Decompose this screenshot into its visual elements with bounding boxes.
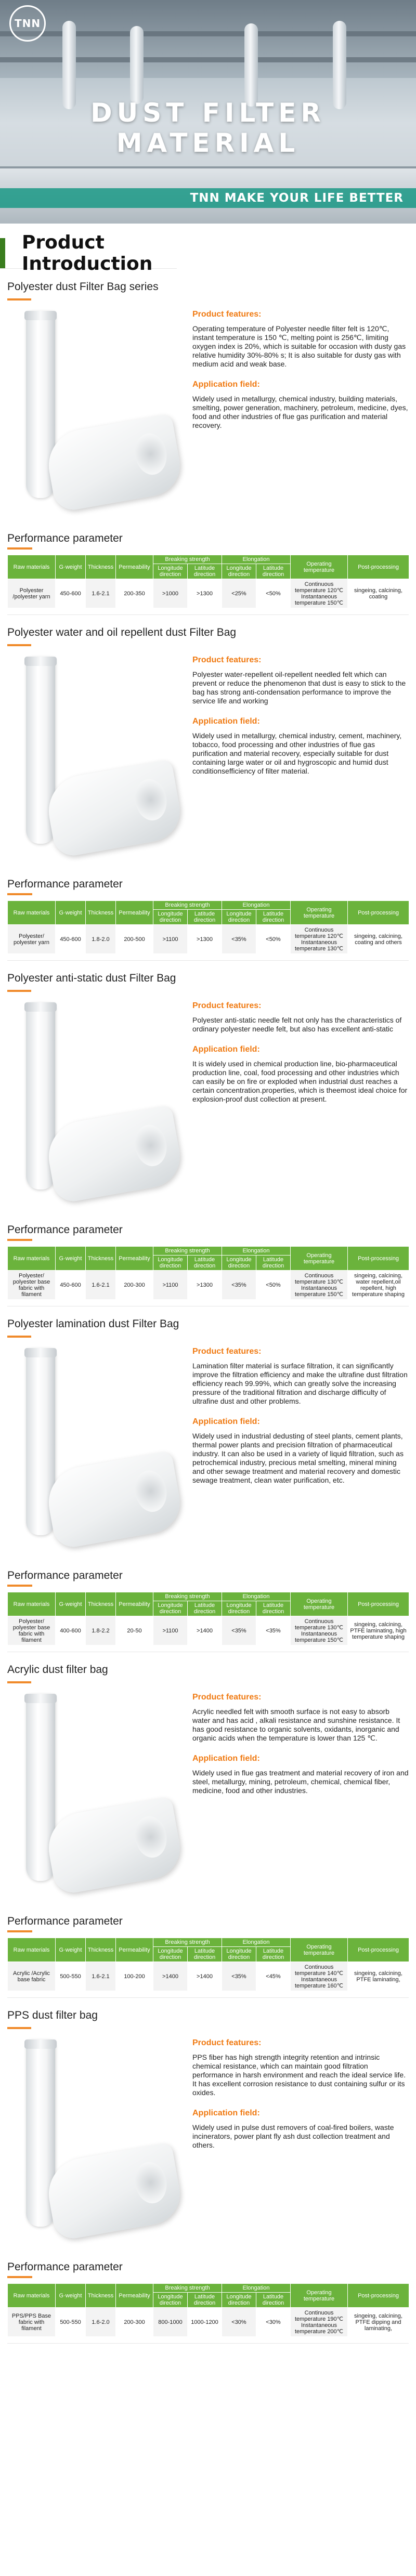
cell-el-longitude: <35%	[222, 1616, 256, 1645]
th-post-processing: Post-processing	[348, 2284, 409, 2308]
cell-el-latitude: <35%	[256, 1616, 291, 1645]
cell-post-processing: singeing, calcining, water repellent,oil repellent, high temperature shaping	[348, 1271, 409, 1300]
th-bs-longitude: Longitude direction	[153, 1601, 188, 1616]
series-underline	[7, 2027, 31, 2029]
performance-block	[0, 1915, 416, 1991]
cell-post-processing: singeing, calcining, PTFE dipping and laminating,	[348, 2308, 409, 2337]
th-breaking-strength: Breaking strength	[153, 1247, 222, 1256]
product-body	[0, 1347, 416, 1561]
th-bs-longitude: Longitude direction	[153, 1947, 188, 1962]
cell-el-longitude: <30%	[222, 2308, 256, 2337]
hero-title: DUST FILTER MATERIAL	[90, 98, 326, 158]
section-divider	[7, 960, 409, 961]
th-bs-latitude: Latitude direction	[188, 1601, 222, 1616]
cell-bs-latitude: >1400	[188, 1616, 222, 1645]
th-bs-latitude: Latitude direction	[188, 564, 222, 579]
cell-post-processing: singeing, calcining, PTFE laminating, high temperature shaping	[348, 1616, 409, 1645]
th-raw-materials: Raw materials	[8, 2284, 56, 2308]
cell-permeability: 200-300	[116, 1271, 153, 1300]
features-label: Product features:	[192, 1693, 262, 1702]
cell-el-longitude: <35%	[222, 1962, 256, 1991]
th-thickness: Thickness	[86, 1592, 116, 1616]
table-row	[8, 2308, 409, 2337]
series-title: Polyester dust Filter Bag series	[7, 281, 159, 293]
filter-pipe	[62, 21, 76, 109]
performance-block	[0, 878, 416, 954]
cell-bs-latitude: >1300	[188, 925, 222, 954]
performance-underline	[7, 1930, 32, 1932]
section-divider	[7, 2343, 409, 2344]
th-elongation: Elongation	[222, 1938, 291, 1947]
cell-thickness: 1.6-2.1	[86, 579, 116, 608]
cell-bs-latitude: >1300	[188, 1271, 222, 1300]
cell-permeability: 200-300	[116, 2308, 153, 2337]
performance-title: Performance parameter	[7, 2261, 123, 2273]
cell-post-processing: singeing, calcining, coating	[348, 579, 409, 608]
th-post-processing: Post-processing	[348, 555, 409, 579]
th-breaking-strength: Breaking strength	[153, 1938, 222, 1947]
th-permeability: Permeability	[116, 901, 153, 925]
section-divider	[7, 1997, 409, 1998]
filter-pipe	[244, 23, 258, 107]
cell-bs-latitude: >1300	[188, 579, 222, 608]
spec-table	[7, 2283, 409, 2337]
product-text	[192, 656, 409, 776]
th-el-latitude: Latitude direction	[256, 1947, 291, 1962]
cell-weight: 450-600	[56, 579, 86, 608]
th-operating-temp: Operating temperature	[291, 2284, 348, 2308]
performance-title: Performance parameter	[7, 878, 123, 890]
performance-underline	[7, 2276, 32, 2278]
cell-operating-temp: Continuous temperature 130℃ Instantaneous temperature 150℃	[291, 1271, 348, 1300]
cell-el-latitude: <50%	[256, 925, 291, 954]
cell-post-processing: singeing, calcining, PTFE laminating,	[348, 1962, 409, 1991]
th-bs-latitude: Latitude direction	[188, 2293, 222, 2308]
th-el-longitude: Longitude direction	[222, 564, 256, 579]
cell-thickness: 1.6-2.1	[86, 1962, 116, 1991]
cell-operating-temp: Continuous temperature 120℃ Instantaneous temperature 130℃	[291, 925, 348, 954]
cell-bs-longitude: >1000	[153, 579, 188, 608]
cell-operating-temp: Continuous temperature 140℃ Instantaneous temperature 160℃	[291, 1962, 348, 1991]
slogan-bar	[0, 188, 416, 208]
hero-banner	[0, 0, 416, 224]
th-bs-latitude: Latitude direction	[188, 1947, 222, 1962]
th-bs-longitude: Longitude direction	[153, 2293, 188, 2308]
table-row	[8, 1271, 409, 1300]
cell-post-processing: singeing, calcining, coating and others	[348, 925, 409, 954]
th-post-processing: Post-processing	[348, 1247, 409, 1271]
th-raw-materials: Raw materials	[8, 555, 56, 579]
cell-thickness: 1.6-2.0	[86, 2308, 116, 2337]
th-operating-temp: Operating temperature	[291, 1592, 348, 1616]
th-breaking-strength: Breaking strength	[153, 555, 222, 564]
spec-table	[7, 1592, 409, 1645]
product-body	[0, 2038, 416, 2253]
th-elongation: Elongation	[222, 1247, 291, 1256]
filter-pipe	[130, 26, 144, 104]
th-raw-materials: Raw materials	[8, 1592, 56, 1616]
th-permeability: Permeability	[116, 1592, 153, 1616]
th-weight: G·weight	[56, 901, 86, 925]
table-row	[8, 925, 409, 954]
section-divider	[7, 614, 409, 615]
th-el-longitude: Longitude direction	[222, 1256, 256, 1271]
series-title: Polyester anti-static dust Filter Bag	[7, 972, 176, 984]
features-label: Product features:	[192, 1001, 262, 1010]
performance-block	[0, 532, 416, 608]
cell-bs-longitude: >1100	[153, 1616, 188, 1645]
series-title: Acrylic dust filter bag	[7, 1664, 108, 1676]
th-thickness: Thickness	[86, 1938, 116, 1962]
th-weight: G·weight	[56, 2284, 86, 2308]
product-text	[192, 1347, 409, 1485]
felt-roll-image	[43, 2142, 185, 2241]
cell-thickness: 1.8-2.2	[86, 1616, 116, 1645]
felt-roll-image	[43, 759, 185, 858]
performance-title: Performance parameter	[7, 1915, 123, 1927]
cell-raw-material: Polyester /polyester yarn	[8, 579, 56, 608]
cell-operating-temp: Continuous temperature 120℃ Instantaneous temperature 150℃	[291, 579, 348, 608]
th-elongation: Elongation	[222, 901, 291, 910]
filter-pipe	[333, 21, 346, 109]
table-row	[8, 579, 409, 608]
felt-roll-image	[43, 413, 185, 513]
product-section	[0, 1318, 416, 1664]
cell-bs-longitude: >1100	[153, 925, 188, 954]
features-label: Product features:	[192, 656, 262, 664]
cell-el-latitude: <30%	[256, 2308, 291, 2337]
cell-weight: 450-600	[56, 925, 86, 954]
series-title: Polyester water and oil repellent dust Filter Bag	[7, 626, 237, 638]
series-underline	[7, 298, 31, 300]
product-text	[192, 1001, 409, 1104]
performance-title: Performance parameter	[7, 1224, 123, 1236]
th-bs-latitude: Latitude direction	[188, 1256, 222, 1271]
series-title: Polyester lamination dust Filter Bag	[7, 1318, 179, 1330]
th-el-longitude: Longitude direction	[222, 1947, 256, 1962]
cell-raw-material: Polyester/ polyester base fabric with filament	[8, 1271, 56, 1300]
cell-thickness: 1.8-2.0	[86, 925, 116, 954]
product-body	[0, 1001, 416, 1215]
features-label: Product features:	[192, 2038, 262, 2047]
spec-table	[7, 1938, 409, 1991]
th-bs-longitude: Longitude direction	[153, 564, 188, 579]
product-body	[0, 656, 416, 870]
cell-el-longitude: <25%	[222, 579, 256, 608]
th-el-latitude: Latitude direction	[256, 1256, 291, 1271]
th-breaking-strength: Breaking strength	[153, 901, 222, 910]
product-photo	[7, 1347, 184, 1561]
cell-permeability: 200-350	[116, 579, 153, 608]
performance-underline	[7, 547, 32, 550]
th-raw-materials: Raw materials	[8, 901, 56, 925]
th-el-latitude: Latitude direction	[256, 2293, 291, 2308]
product-body	[0, 1693, 416, 1907]
features-text: Polyester anti-static needle felt not only has the characteristics of ordinary polyester needle felt, but also has excellent anti-static	[192, 1016, 402, 1033]
cell-bs-longitude: 800-1000	[153, 2308, 188, 2337]
performance-block	[0, 1224, 416, 1300]
series-underline	[7, 1336, 31, 1338]
th-operating-temp: Operating temperature	[291, 555, 348, 579]
th-elongation: Elongation	[222, 2284, 291, 2293]
th-el-latitude: Latitude direction	[256, 564, 291, 579]
th-weight: G·weight	[56, 1247, 86, 1271]
performance-underline	[7, 893, 32, 895]
th-breaking-strength: Breaking strength	[153, 2284, 222, 2293]
application-text: Widely used in industrial dedusting of steel plants, cement plants, thermal power plants and precision filtration of pharmaceutical industry. It can also be used in a variety of liquid filtration, such as petrochemical industry, precious metal smelting, mineral mining and other sewage treatment and material recovery and domestic sewage treatment, clean water purification, etc.	[192, 1432, 404, 1484]
th-el-latitude: Latitude direction	[256, 910, 291, 925]
intro-badge	[0, 232, 177, 274]
performance-title: Performance parameter	[7, 532, 123, 544]
th-breaking-strength: Breaking strength	[153, 1592, 222, 1601]
product-list	[0, 281, 416, 2355]
cell-el-latitude: <50%	[256, 1271, 291, 1300]
cell-weight: 450-600	[56, 1271, 86, 1300]
cell-el-longitude: <35%	[222, 1271, 256, 1300]
cell-permeability: 20-50	[116, 1616, 153, 1645]
cell-raw-material: Polyester/ polyester base fabric with filament	[8, 1616, 56, 1645]
application-label: Application field:	[192, 1754, 260, 1763]
th-el-longitude: Longitude direction	[222, 910, 256, 925]
th-operating-temp: Operating temperature	[291, 901, 348, 925]
th-thickness: Thickness	[86, 555, 116, 579]
product-photo	[7, 310, 184, 524]
product-text	[192, 1693, 409, 1795]
cell-el-longitude: <35%	[222, 925, 256, 954]
product-text	[192, 310, 409, 430]
product-section	[0, 281, 416, 626]
cell-el-latitude: <50%	[256, 579, 291, 608]
intro-accent-stripe	[0, 238, 5, 268]
series-title: PPS dust filter bag	[7, 2009, 98, 2021]
performance-underline	[7, 1585, 32, 1587]
application-text: It is widely used in chemical production line, bio-pharmaceutical production line, coal, food processing and other industries which can easily be on fire or exploded when industrial dust reaches a certain concentration.properties, which is theemost ideal choice for explosion-proof dust collection at present.	[192, 1060, 408, 1103]
intro-heading: Product Introduction	[22, 232, 153, 274]
th-elongation: Elongation	[222, 1592, 291, 1601]
cell-weight: 400-600	[56, 1616, 86, 1645]
th-bs-longitude: Longitude direction	[153, 910, 188, 925]
application-text: Widely used in pulse dust removers of coal-fired boilers, waste incinerators, power plant fly ash dust collection treatment and others.	[192, 2123, 394, 2149]
features-text: Polyester water-repellent oil-repellent needled felt which can prevent or reduce the phenomenon that dust is easy to stick to the bag has strong anti-condensation performance to improve the service life and working	[192, 670, 406, 705]
features-text: Operating temperature of Polyester needle filter felt is 120℃, instant temperature is 150 ℃, melting point is 256℃, limiting oxygen index is 20%, which is suitable for occasion with dusty gas relative humidity 30%-80% s; It is also suitable for dusty gas with medium acid and weak base.	[192, 324, 406, 368]
th-post-processing: Post-processing	[348, 1592, 409, 1616]
table-row	[8, 1962, 409, 1991]
application-label: Application field:	[192, 380, 260, 389]
th-thickness: Thickness	[86, 2284, 116, 2308]
th-bs-latitude: Latitude direction	[188, 910, 222, 925]
application-label: Application field:	[192, 1417, 260, 1426]
th-permeability: Permeability	[116, 1938, 153, 1962]
cell-bs-latitude: >1400	[188, 1962, 222, 1991]
th-operating-temp: Operating temperature	[291, 1938, 348, 1962]
cell-raw-material: Polyester/ polyester yarn	[8, 925, 56, 954]
cell-operating-temp: Continuous temperature 190℃ Instantaneous temperature 200℃	[291, 2308, 348, 2337]
felt-roll-image	[43, 1105, 185, 1204]
felt-roll-image	[43, 1450, 185, 1550]
performance-block	[0, 1570, 416, 1645]
th-thickness: Thickness	[86, 901, 116, 925]
features-text: PPS fiber has high strength integrity retention and intrinsic chemical resistance, which can maintain good filtration performance in harsh environment and reach the ideal service life. It has excellent corrosion resistance to dust containing sulfur or its oxides.	[192, 2053, 406, 2097]
product-section	[0, 626, 416, 972]
th-operating-temp: Operating temperature	[291, 1247, 348, 1271]
product-photo	[7, 1001, 184, 1215]
product-section	[0, 972, 416, 1318]
th-thickness: Thickness	[86, 1247, 116, 1271]
th-weight: G·weight	[56, 1592, 86, 1616]
felt-roll-image	[43, 1796, 185, 1895]
spec-table	[7, 555, 409, 608]
cell-permeability: 100-200	[116, 1962, 153, 1991]
performance-title: Performance parameter	[7, 1570, 123, 1581]
cell-bs-longitude: >1400	[153, 1962, 188, 1991]
product-body	[0, 310, 416, 524]
application-text: Widely used in flue gas treatment and material recovery of iron and steel, metallurgy, mining, petroleum, chemical, chemical fiber, medicine, food and other industries.	[192, 1769, 409, 1795]
brand-logo: TNN	[9, 5, 46, 42]
slogan-text: TNN MAKE YOUR LIFE BETTER	[190, 191, 404, 205]
features-text: Acrylic needled felt with smooth surface is not easy to absorb water and has acid , alkali resistance and sunshine resistance. It has good resistance to organic solvents, oxidants, inorganic and organic acids when the temperature is lower than 125 ℃.	[192, 1707, 400, 1742]
th-permeability: Permeability	[116, 555, 153, 579]
th-elongation: Elongation	[222, 555, 291, 564]
table-row	[8, 1616, 409, 1645]
features-text: Lamination filter material is surface filtration, it can significantly improve the filtration efficiency and make the ultrafine dust filtration efficiency reach 99.99%, which can greatly solve the increasing pressure of the traditional filtration and discharge difficulty of ultrafine dust and other problems.	[192, 1362, 408, 1405]
product-photo	[7, 1693, 184, 1907]
performance-underline	[7, 1239, 32, 1241]
th-weight: G·weight	[56, 555, 86, 579]
application-text: Widely used in metallurgy, chemical industry, building materials, smelting, power generation, machinery, petroleum, medicine, dyes, food and other industries of flue gas purification and material recovery.	[192, 395, 408, 429]
performance-block	[0, 2261, 416, 2337]
th-raw-materials: Raw materials	[8, 1938, 56, 1962]
th-el-latitude: Latitude direction	[256, 1601, 291, 1616]
series-underline	[7, 1681, 31, 1683]
product-photo	[7, 656, 184, 870]
cell-bs-latitude: 1000-1200	[188, 2308, 222, 2337]
cell-bs-longitude: >1100	[153, 1271, 188, 1300]
product-section	[0, 1664, 416, 2009]
cell-weight: 500-550	[56, 2308, 86, 2337]
th-bs-longitude: Longitude direction	[153, 1256, 188, 1271]
series-underline	[7, 644, 31, 646]
cell-raw-material: PPS/PPS Base fabric with filament	[8, 2308, 56, 2337]
cell-thickness: 1.6-2.1	[86, 1271, 116, 1300]
cell-el-latitude: <45%	[256, 1962, 291, 1991]
series-underline	[7, 990, 31, 992]
th-el-longitude: Longitude direction	[222, 1601, 256, 1616]
intro-header	[0, 224, 416, 281]
application-label: Application field:	[192, 1045, 260, 1054]
spec-table	[7, 1246, 409, 1300]
th-el-longitude: Longitude direction	[222, 2293, 256, 2308]
th-permeability: Permeability	[116, 1247, 153, 1271]
product-photo	[7, 2038, 184, 2253]
cell-permeability: 200-500	[116, 925, 153, 954]
th-post-processing: Post-processing	[348, 901, 409, 925]
cell-weight: 500-550	[56, 1962, 86, 1991]
th-permeability: Permeability	[116, 2284, 153, 2308]
th-post-processing: Post-processing	[348, 1938, 409, 1962]
product-text	[192, 2038, 409, 2150]
th-weight: G·weight	[56, 1938, 86, 1962]
cell-raw-material: Acrylic /Acrylic base fabric	[8, 1962, 56, 1991]
application-text: Widely used in metallurgy, chemical industry, cement, machinery, tobacco, food processing and other industries of flue gas purification and material recovery, especially suitable for dust containing large water or oil and hygroscopic and humid dust conditionsefficiency of filter material.	[192, 731, 402, 775]
spec-table	[7, 900, 409, 954]
cell-operating-temp: Continuous temperature 130℃ Instantaneous temperature 150℃	[291, 1616, 348, 1645]
features-label: Product features:	[192, 310, 262, 319]
application-label: Application field:	[192, 2109, 260, 2117]
th-raw-materials: Raw materials	[8, 1247, 56, 1271]
product-section	[0, 2009, 416, 2355]
features-label: Product features:	[192, 1347, 262, 1356]
application-label: Application field:	[192, 717, 260, 726]
